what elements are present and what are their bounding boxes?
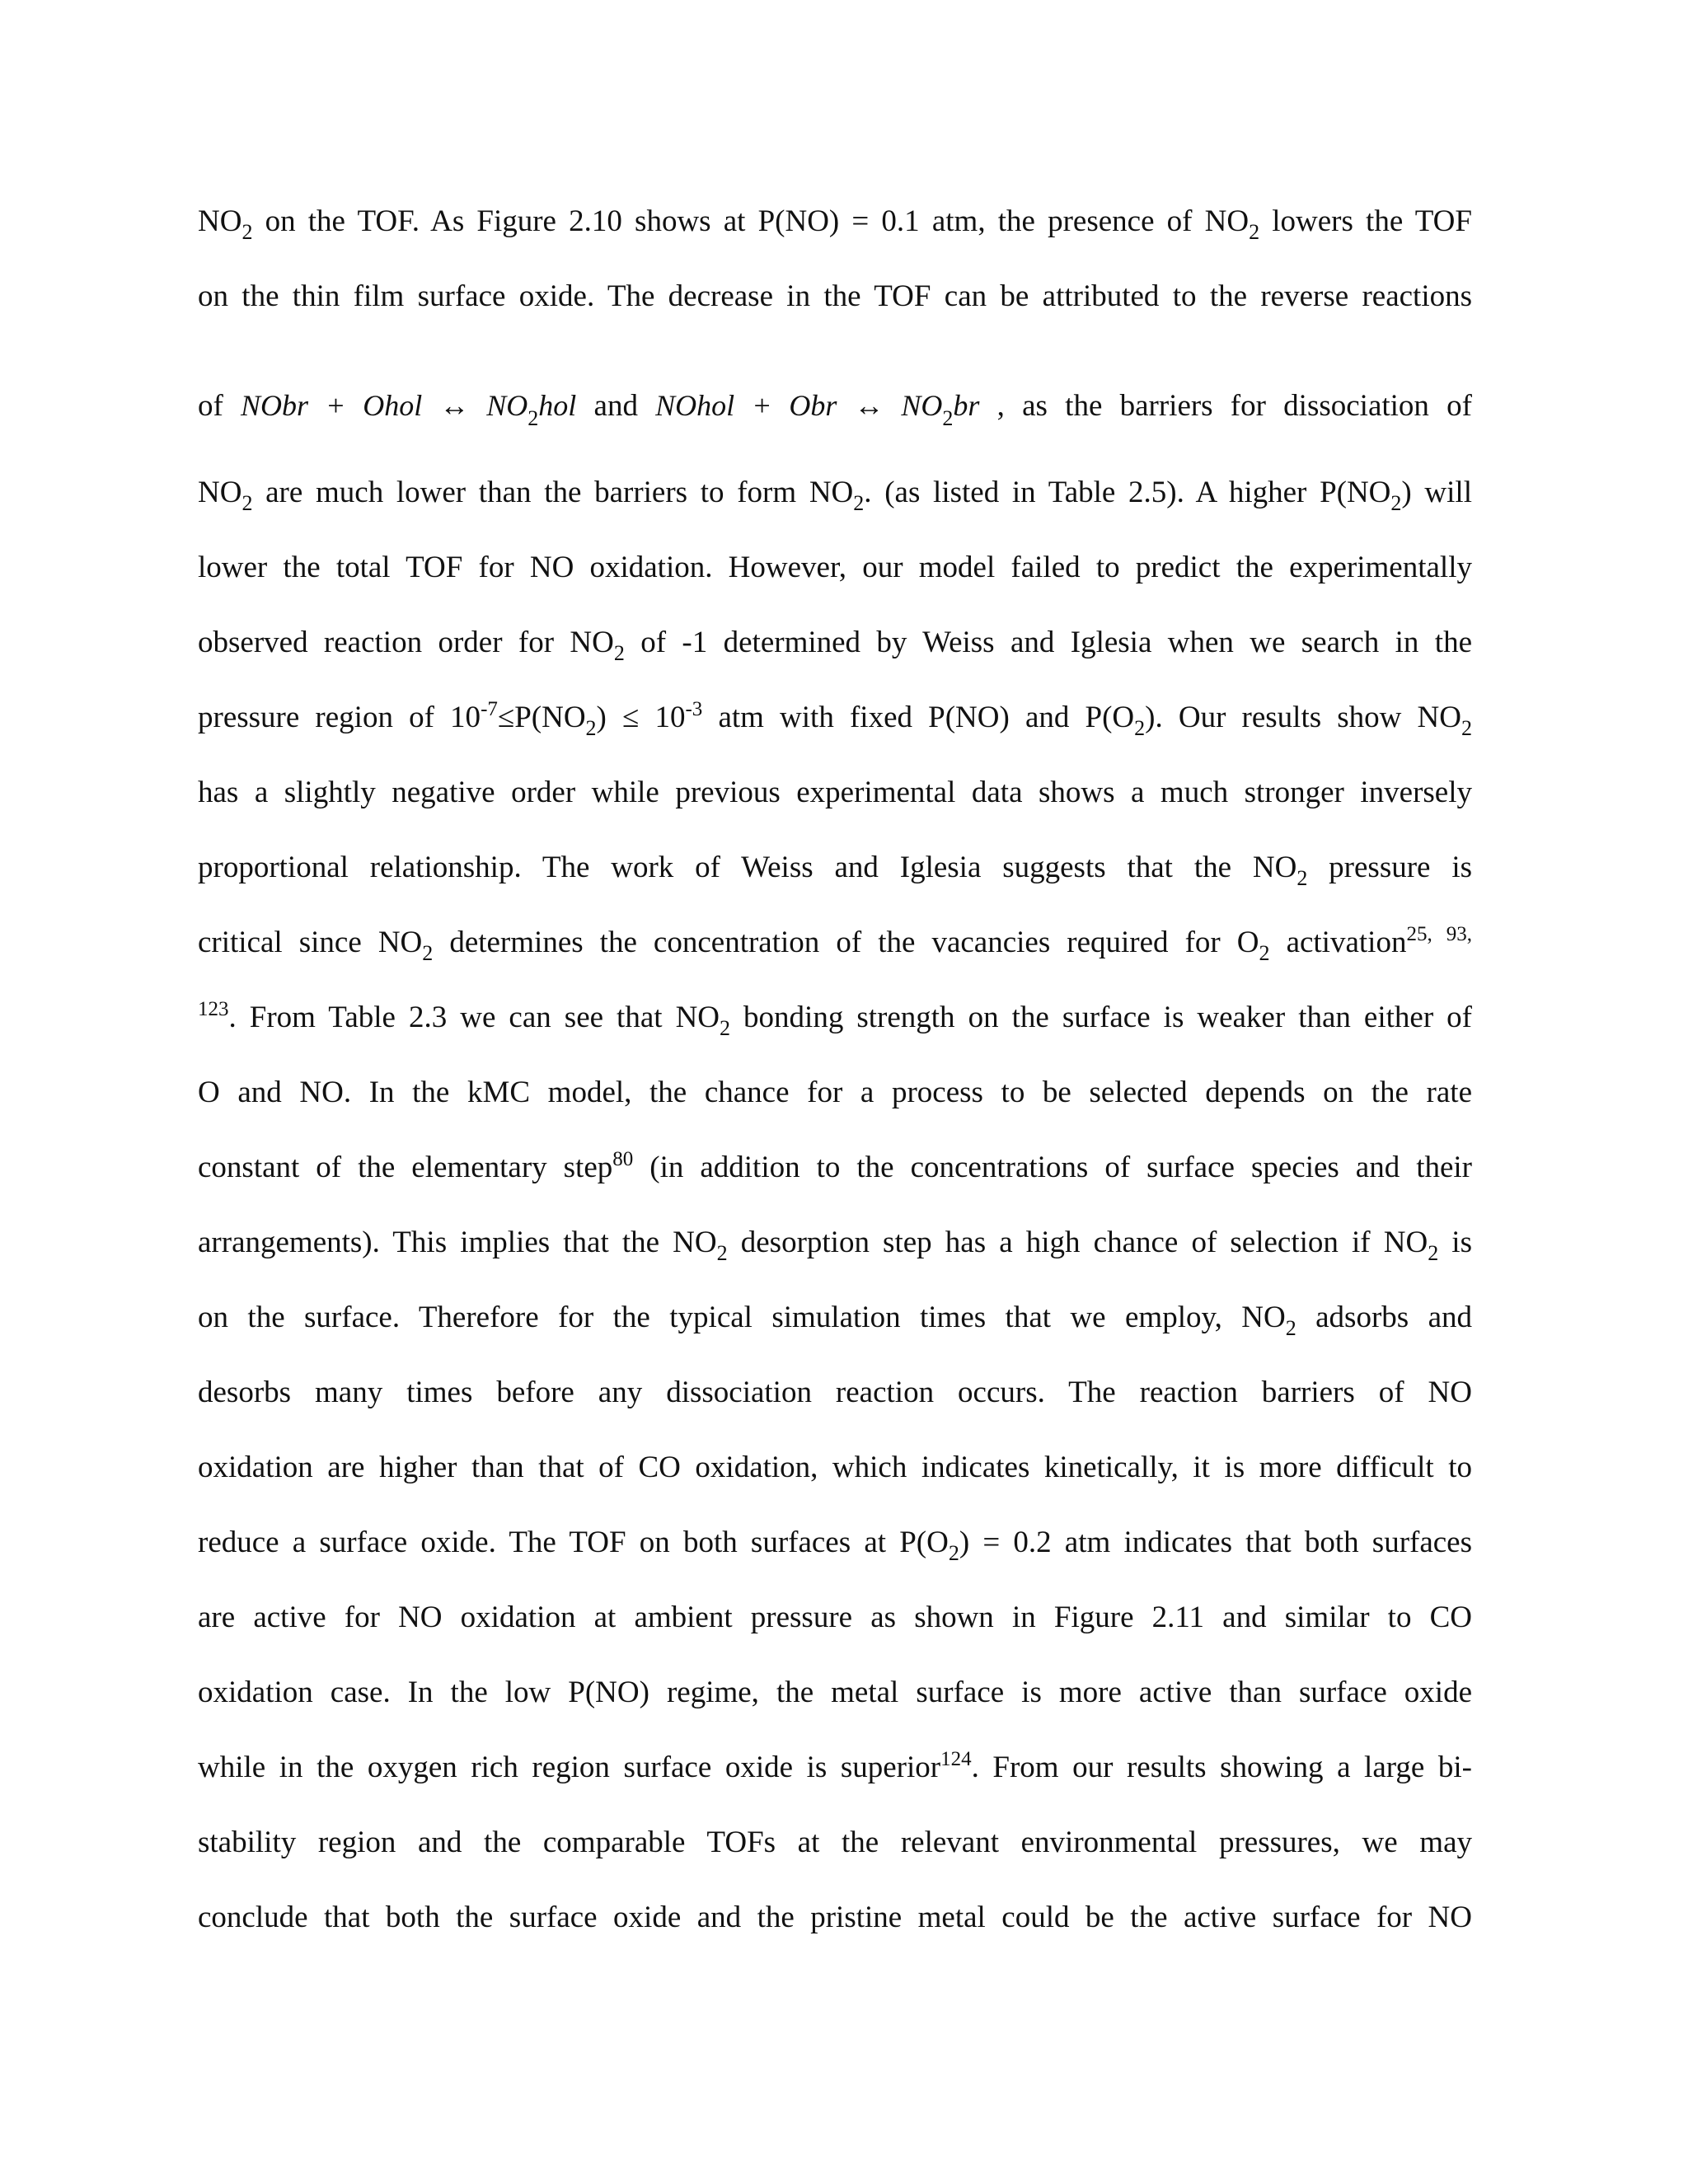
subscript: 2 — [241, 220, 253, 244]
text-run: atm with fixed P(NO) and P(O — [702, 701, 1135, 734]
text-run: activation — [1269, 926, 1407, 959]
equation-text: br — [953, 389, 980, 422]
text-run: pressure region of 10 — [198, 701, 481, 734]
text-line — [198, 999, 1472, 1040]
text-run: desorbs many times before any dissociation reaction occurs. The reaction barriers of NO — [198, 1376, 1472, 1409]
equation-text: hol — [538, 389, 577, 422]
text-run: is — [1438, 1226, 1472, 1259]
text-run: . From Table 2.3 we can see that NO — [228, 1001, 720, 1034]
text-run: oxidation are higher than that of CO oxidation, which indicates kinetically, it is more difficult to — [198, 1451, 1472, 1484]
text-line — [198, 774, 1472, 812]
text-line — [198, 387, 1472, 428]
text-line — [198, 1449, 1472, 1487]
text-line — [198, 1149, 1472, 1190]
text-run: pressure is — [1307, 851, 1473, 884]
text-run: arrangements). This implies that the NO — [198, 1226, 717, 1259]
subscript: 2 — [241, 491, 253, 515]
text-line — [198, 924, 1472, 965]
text-run: oxidation case. In the low P(NO) regime, the metal surface is more active than surface oxide — [198, 1675, 1472, 1709]
text-run: lowers the TOF — [1259, 204, 1472, 238]
text-run: adsorbs and — [1296, 1301, 1472, 1334]
superscript: 123 — [198, 998, 229, 1020]
text-line — [198, 203, 1472, 243]
text-run: ) will — [1401, 476, 1472, 509]
text-run: has a slightly negative order while previous experimental data shows a much stronger inversely — [198, 776, 1472, 809]
text-run: and — [576, 389, 656, 423]
superscript: 25, 93, — [1406, 923, 1472, 945]
subscript: 2 — [585, 716, 597, 740]
text-line — [198, 474, 1472, 514]
text-run: constant of the elementary step — [198, 1151, 613, 1184]
subscript: 2 — [1428, 1241, 1439, 1265]
text-run: O and NO. In the kMC model, the chance for a process to be selected depends on the rate — [198, 1076, 1472, 1109]
subscript: 2 — [613, 641, 625, 665]
text-run: . From our results showing a large bi- — [971, 1750, 1472, 1784]
text-run: ) = 0.2 atm indicates that both surfaces — [959, 1526, 1472, 1559]
subscript: 2 — [716, 1241, 728, 1265]
text-line — [198, 1824, 1472, 1862]
text-run: ≤P(NO — [497, 701, 586, 734]
equation-subscript: 2 — [942, 406, 954, 430]
superscript: -3 — [685, 698, 703, 720]
text-line — [198, 278, 1472, 316]
text-run: NO — [198, 204, 242, 238]
text-line — [198, 1599, 1472, 1637]
text-run: on the TOF. As Figure 2.10 shows at P(NO) = 0.1 atm, the presence of NO — [252, 204, 1250, 238]
text-run: . (as listed in Table 2.5). A higher P(NO — [864, 476, 1391, 509]
equation-text: NObr + Ohol ↔ NO — [241, 389, 528, 422]
text-line — [198, 699, 1472, 740]
subscript: 2 — [720, 1016, 731, 1040]
text-run: observed reaction order for NO — [198, 626, 614, 659]
superscript: 124 — [940, 1748, 972, 1770]
text-line — [198, 1299, 1472, 1339]
text-run: NO — [198, 476, 242, 509]
text-run: are active for NO oxidation at ambient pressure as shown in Figure 2.11 and similar to CO — [198, 1601, 1472, 1634]
text-run: bonding strength on the surface is weaker than either of — [730, 1001, 1472, 1034]
text-run: ) ≤ 10 — [596, 701, 686, 734]
text-line — [198, 1374, 1472, 1412]
subscript: 2 — [948, 1541, 959, 1565]
text-line — [198, 849, 1472, 889]
text-run: on the thin film surface oxide. The decrease in the TOF can be attributed to the reverse reactions — [198, 279, 1472, 313]
text-run: ). Our results show NO — [1145, 701, 1461, 734]
text-run: desorption step has a high chance of selection if NO — [727, 1226, 1428, 1259]
text-line — [198, 1674, 1472, 1712]
text-run: reduce a surface oxide. The TOF on both surfaces at P(O — [198, 1526, 949, 1559]
text-run: , as the barriers for dissociation of — [979, 389, 1472, 423]
text-run: lower the total TOF for NO oxidation. However, our model failed to predict the experimentally — [198, 551, 1472, 584]
text-run: (in addition to the concentrations of surface species and their — [633, 1151, 1473, 1184]
text-line — [198, 1074, 1472, 1112]
subscript: 2 — [1285, 1316, 1296, 1340]
text-run: conclude that both the surface oxide and the pristine metal could be the active surface for NO — [198, 1900, 1472, 1934]
text-line — [198, 549, 1472, 587]
subscript: 2 — [1259, 941, 1270, 965]
text-run: of -1 determined by Weiss and Iglesia when we search in the — [624, 626, 1472, 659]
text-run: while in the oxygen rich region surface oxide is superior — [198, 1750, 941, 1784]
text-line — [198, 624, 1472, 664]
subscript: 2 — [853, 491, 865, 515]
text-run: critical since NO — [198, 926, 423, 959]
text-line — [198, 1749, 1472, 1790]
text-run: determines the concentration of the vacancies required for O — [433, 926, 1259, 959]
text-run: are much lower than the barriers to form NO — [252, 476, 854, 509]
equation-subscript: 2 — [528, 406, 539, 430]
text-run: proportional relationship. The work of Weiss and Iglesia suggests that the NO — [198, 851, 1297, 884]
subscript: 2 — [422, 941, 434, 965]
subscript: 2 — [1296, 866, 1308, 890]
text-run: of — [198, 389, 241, 423]
superscript: -7 — [481, 698, 498, 720]
superscript: 80 — [612, 1148, 634, 1170]
subscript: 2 — [1390, 491, 1402, 515]
equation-text: NOhol + Obr ↔ NO — [655, 389, 943, 422]
subscript: 2 — [1249, 220, 1260, 244]
text-line — [198, 1524, 1472, 1564]
subscript: 2 — [1134, 716, 1146, 740]
text-line — [198, 1224, 1472, 1264]
text-line — [198, 1899, 1472, 1937]
subscript: 2 — [1461, 716, 1472, 740]
text-run: stability region and the comparable TOFs at the relevant environmental pressures, we may — [198, 1825, 1472, 1859]
text-run: on the surface. Therefore for the typical simulation times that we employ, NO — [198, 1301, 1286, 1334]
